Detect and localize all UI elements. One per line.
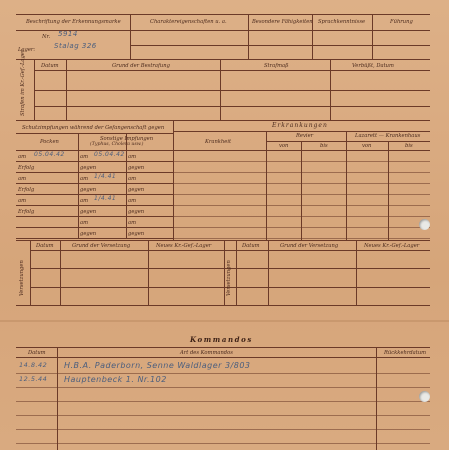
strafen-strafmass-header: Strafmaß (264, 63, 289, 69)
header-mid-rule (16, 30, 430, 31)
strafen-divider-1 (66, 59, 67, 120)
header-low-rule (130, 45, 430, 46)
impf-divider-2 (126, 133, 127, 239)
impf-row-mid-value: 1/4.41 (94, 195, 117, 202)
impf-row-right-label: am (128, 220, 137, 226)
strafen-divider-3 (330, 59, 331, 120)
impf-row-label: am (18, 154, 27, 160)
kommandos-art-header: Art des Kommandos (180, 350, 233, 356)
strafen-divider-side (34, 59, 35, 120)
impf-divider-1 (78, 133, 79, 239)
erk-row-rule (173, 194, 430, 195)
erk-divider-4 (388, 141, 389, 240)
impf-row-right-label: gegen (128, 187, 145, 193)
impf-row-rule (16, 238, 173, 239)
pocken-header: Pocken (40, 139, 59, 145)
lager-label: Lager: (18, 47, 36, 53)
impf-row-mid-label: gegen (80, 187, 97, 193)
impf-row-rule (16, 205, 173, 206)
impf-row-mid-value: 1/4.41 (94, 173, 117, 180)
vers-neues-right: Neues Kr.-Gef.-Lager (364, 243, 420, 249)
lazarett-bis: bis (405, 143, 413, 149)
revier-bis: bis (320, 143, 328, 149)
erk-head-rule (173, 131, 430, 132)
header-divider-1 (130, 14, 131, 59)
impf-row-rule (16, 161, 173, 162)
strafen-row-rule-2 (34, 106, 430, 107)
lager-value: Stalag 326 (54, 42, 97, 50)
strafen-top-rule (16, 59, 430, 60)
kommandos-divider-2 (376, 347, 377, 450)
impf-head-rule (16, 133, 173, 134)
kommando-row-rule (16, 429, 430, 430)
vers-grund-left: Grund der Versetzung (72, 243, 131, 249)
erk-divider-3 (346, 131, 347, 240)
impf-row-label: am (18, 176, 27, 182)
kommando-row-rule (16, 415, 430, 416)
kommando-row-rule (16, 443, 430, 444)
strafen-divider-2 (220, 59, 221, 120)
impf-row-mid-label: gegen (80, 209, 97, 215)
erk-row-rule (173, 161, 430, 162)
vers-right-side (236, 240, 237, 305)
impf-row-rule (16, 227, 173, 228)
strafen-grund-header: Grund der Bestrafung (112, 63, 170, 69)
krankheit-header: Krankheit (205, 139, 232, 145)
impf-row-rule (16, 183, 173, 184)
kommandos-rueckkehr-header: Rückkehrdatum (384, 350, 427, 356)
nr-value: 5914 (58, 30, 78, 38)
impf-right-border (173, 121, 174, 240)
strafen-row-rule-1 (34, 90, 430, 91)
impf-row-right-label: am (128, 154, 137, 160)
vers-datum-right: Datum (242, 243, 260, 249)
fuehrung-header: Führung (390, 19, 413, 25)
impf-row-label: am (18, 198, 27, 204)
erkrankungen-heading: Erkrankungen (272, 122, 328, 129)
sonstige-subheader: (Typhus, Cholera usw.) (90, 142, 144, 147)
vers-side-label-right: Versetzungen (226, 260, 232, 296)
erk-divider-2 (301, 141, 302, 240)
lazarett-header: Lazarett — Krankenhaus (355, 133, 421, 139)
impf-row-right-label: gegen (128, 165, 145, 171)
header-divider-4 (372, 14, 373, 59)
impf-row-mid-label: am (80, 154, 89, 160)
revier-von: von (279, 143, 289, 149)
kommando-row-rule (16, 373, 430, 374)
impf-row-right-label: am (128, 176, 137, 182)
vers-left-divider-1 (60, 240, 61, 305)
vers-center-divider (224, 240, 225, 305)
kommandos-title: Kommandos (190, 335, 253, 344)
vers-side-label-left: Versetzungen (19, 260, 25, 296)
schutzimpfungen-heading: Schutzimpfungen während der Gefangenschaft gegen (22, 125, 165, 131)
impf-row-label: Erfolg (18, 209, 35, 215)
impf-row-mid-label: am (80, 220, 89, 226)
impf-row-rule (16, 216, 173, 217)
kommando-datum: 12.5.44 (19, 375, 48, 383)
strafen-bottom-rule (16, 120, 430, 121)
header-top-rule (16, 14, 430, 15)
strafen-verbuesst-header: Verbüßt, Datum (352, 63, 394, 69)
erk-row-rule (173, 216, 430, 217)
impf-row-right-label: gegen (128, 209, 145, 215)
impf-row-value: 05.04.42 (34, 151, 65, 158)
charakter-header: Charaktereigenschaften u. a. (150, 19, 227, 25)
faehigkeiten-header: Besondere Fähigkeiten (252, 19, 313, 25)
kommando-row-rule (16, 401, 430, 402)
vers-right-divider-1 (268, 240, 269, 305)
impf-row-mid-label: gegen (80, 165, 97, 171)
fold-crease (0, 320, 449, 322)
strafen-datum-header: Datum (41, 63, 59, 69)
revier-header: Revier (296, 133, 314, 139)
sprachkenntnisse-header: Sprachkenntnisse (318, 19, 366, 25)
punch-hole-upper (419, 219, 430, 230)
punch-hole-lower (419, 391, 430, 402)
kommandos-divider-1 (57, 347, 58, 450)
impf-row-right-label: am (128, 198, 137, 204)
impf-row-label: Erfolg (18, 165, 35, 171)
erk-row-rule (173, 238, 430, 239)
vers-left-divider-2 (148, 240, 149, 305)
erk-subhead-rule (266, 141, 430, 142)
vers-right-divider-2 (356, 240, 357, 305)
kommandos-top-rule (16, 347, 430, 348)
vers-top-rule (16, 240, 430, 241)
kommando-row-rule (16, 387, 430, 388)
vers-datum-left: Datum (36, 243, 54, 249)
kommando-art: Hauptenbeck 1. Nr.102 (64, 375, 167, 384)
strafen-side-label: Strafen im Kr.-Gef.-Lager (20, 49, 26, 116)
erk-row-rule (173, 205, 430, 206)
vers-left-side (30, 240, 31, 305)
nr-label: Nr. (42, 34, 51, 40)
erk-row-rule (173, 183, 430, 184)
impf-row-mid-label: gegen (80, 231, 97, 237)
erk-row-rule (173, 227, 430, 228)
kommandos-head-rule (16, 357, 430, 358)
vers-head-rule (30, 250, 430, 251)
impf-row-right-label: gegen (128, 231, 145, 237)
erk-divider-1 (266, 131, 267, 240)
sonstige-header: Sonstige Impfungen (100, 136, 154, 142)
impf-row-mid-label: am (80, 176, 89, 182)
kommandos-datum-header: Datum (28, 350, 46, 356)
vers-grund-right: Grund der Versetzung (280, 243, 339, 249)
lazarett-von: von (362, 143, 372, 149)
strafen-head-rule (34, 70, 430, 71)
kommando-datum: 14.8.42 (19, 361, 48, 369)
vers-neues-left: Neues Kr.-Gef.-Lager (156, 243, 212, 249)
beschriftung-label: Beschriftung der Erkennungsmarke (26, 19, 121, 25)
impf-row-mid-value: 05.04.42 (94, 151, 125, 158)
kommando-art: H.B.A. Paderborn, Senne Waldlager 3/803 (64, 361, 251, 370)
vers-bottom-rule (16, 305, 430, 306)
impf-row-mid-label: am (80, 198, 89, 204)
impf-row-label: Erfolg (18, 187, 35, 193)
erk-row-rule (173, 172, 430, 173)
header-divider-2 (248, 14, 249, 59)
